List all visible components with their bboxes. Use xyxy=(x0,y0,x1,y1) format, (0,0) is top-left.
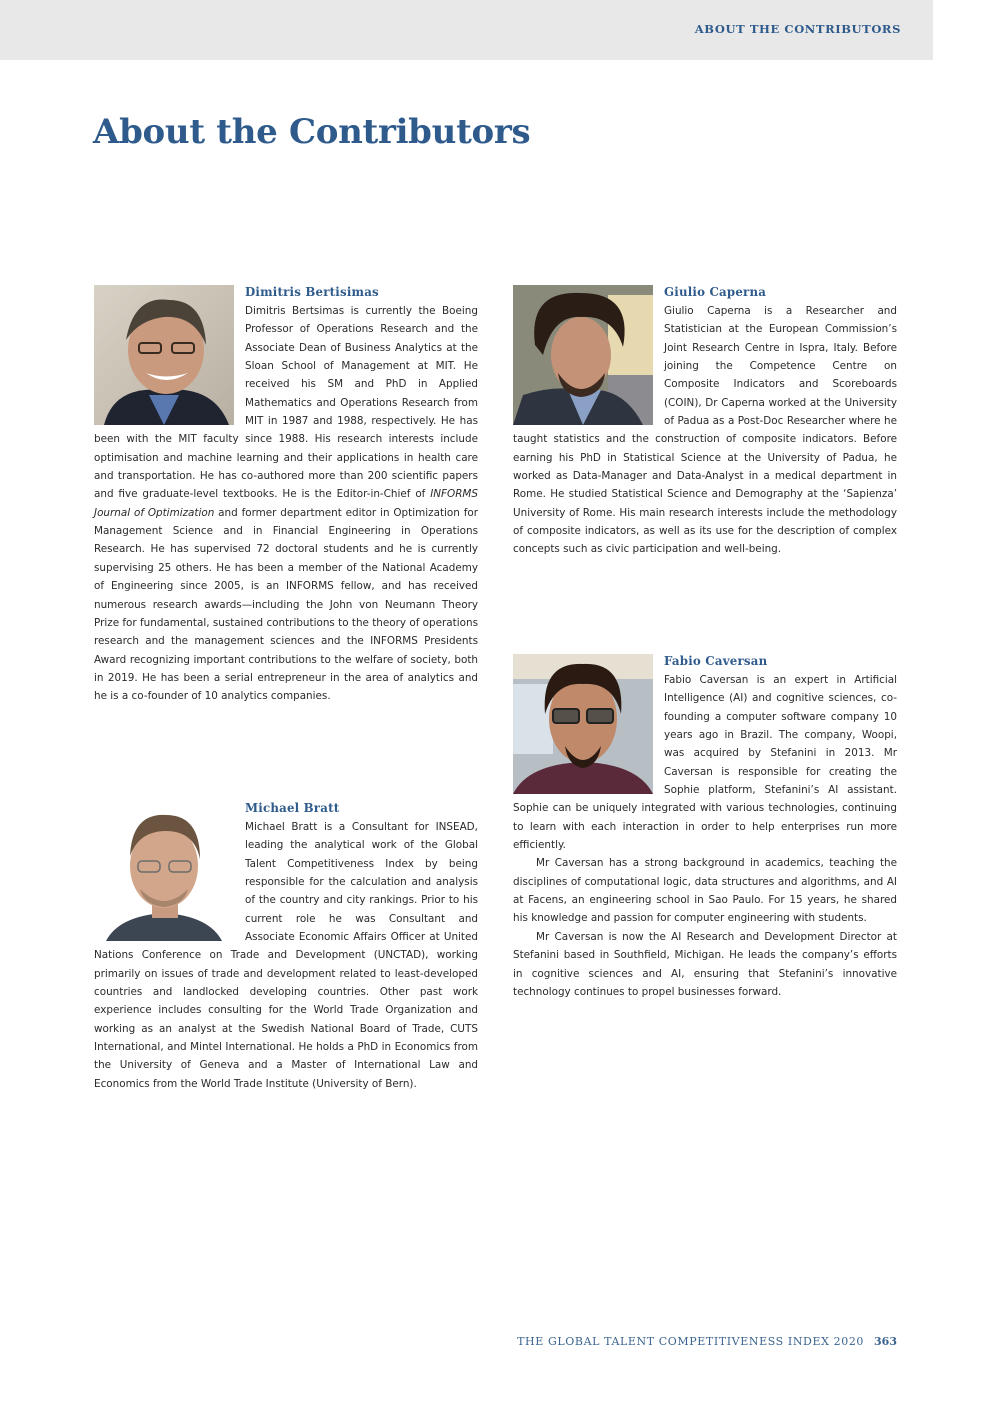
contributor-photo xyxy=(94,285,234,425)
contributor-photo xyxy=(513,285,653,425)
contributor-name: Giulio Caperna xyxy=(664,285,767,299)
contributor-bio xyxy=(94,799,478,1093)
contributor-bio xyxy=(94,283,478,706)
bio-text: Dimitris Bertsimas is currently the Boeing Professor of Operations Research and the Associate Dean of Business Analytics at the Sloan School of Management at MIT. He received his SM and PhD in Applied Mathematics and Operations Research from MIT in 1987 and 1988, respectively. He has been with the MIT faculty since 1988. His research interests include optimisation and machine learning and their applications in health care and transportation. He has co-authored more than 200 scientific papers and five graduate-level textbooks. He is the Editor-in-Chief of xyxy=(94,305,478,501)
bio-paragraph: Mr Caversan is now the AI Research and Development Director at Stefanini based in Southfield, Michigan. He leads the company’s efforts in cognitive sciences and AI, ensuring that Stefanini’s innovative technology continues to propel businesses forward. xyxy=(513,930,897,998)
publication-title: THE GLOBAL TALENT COMPETITIVENESS INDEX 2020 xyxy=(517,1335,865,1348)
contributor-bio xyxy=(513,283,897,559)
running-head: ABOUT THE CONTRIBUTORS xyxy=(694,22,901,36)
page-number: 363 xyxy=(874,1335,897,1348)
page-footer xyxy=(517,1335,897,1348)
bio-text: and former department editor in Optimization for Management Science and in Financial Engineering in Operations Research. He has supervised 72 doctoral students and he is currently supervising 25 others. He has been a member of the National Academy of Engineering since 2005, is an INFORMS fellow, and has received numerous research awards—including the John von Neumann Theory Prize for fundamental, sustained contributions to the theory of operations research and the management sciences and the INFORMS Presidents Award recognizing important contributions to the welfare of society, both in 2019. He has been a serial entrepreneur in the area of analytics and he is a co-founder of 10 analytics companies. xyxy=(94,506,478,703)
contributor-bio xyxy=(513,652,897,1001)
contributor-photo xyxy=(513,654,653,794)
contributor-name: Michael Bratt xyxy=(245,801,340,815)
bio-paragraph: Mr Caversan has a strong background in academics, teaching the disciplines of computational logic, data structures and algorithms, and AI at Facens, an engineering school in Sao Paulo. For 15 years, he shared his knowledge and passion for computer engineering with students. xyxy=(513,857,897,925)
bio-paragraph: Giulio Caperna is a Researcher and Statistician at the European Commission’s Joint Research Centre in Ispra, Italy. Before joining the Competence Centre on Composite Indicators and Scoreboards (COIN), Dr Caperna worked at the University of Padua as a Post-Doc Researcher where he taught statistics and the construction of composite indicators. Before earning his PhD in Statistical Science at the University of Padua, he worked as Data-Manager and Data-Analyst in a medical department in Rome. He studied Statistical Science and Demography at the ‘Sapienza’ University of Rome. His main research interests include the methodology of composite indicators, as well as its use for the description of complex concepts such as civic participation and well-being. xyxy=(513,305,897,556)
page-title: About the Contributors xyxy=(93,112,531,152)
contributor-name: Fabio Caversan xyxy=(664,654,768,668)
contributor-name: Dimitris Bertisimas xyxy=(245,285,379,299)
contributor-photo xyxy=(94,801,234,941)
bio-paragraph: Michael Bratt is a Consultant for INSEAD, leading the analytical work of the Global Talent Competitiveness Index by being responsible for the calculation and analysis of the country and city rankings. Prior to his current role he was Consultant and Associate Economic Affairs Officer at United Nations Conference on Trade and Development (UNCTAD), working primarily on issues of trade and development related to least-developed countries and landlocked developing countries. Other past work experience includes consulting for the World Trade Organization and working as an analyst at the Swedish National Board of Trade, CUTS International, and Mintel International. He holds a PhD in Economics from the University of Geneva and a Master of International Law and Economics from the World Trade Institute (University of Bern). xyxy=(94,821,478,1090)
journal-title: INFORMS Journal of Optimization xyxy=(94,488,478,519)
bio-paragraph: Fabio Caversan is an expert in Artificial Intelligence (AI) and cognitive sciences, co-founding a computer software company 10 years ago in Brazil. The company, Woopi, was acquired by Stefanini in 2013. Mr Caversan is responsible for creating the Sophie platform, Stefanini’s AI assistant. Sophie can be uniquely integrated with various technologies, continuing to learn with each interaction in order to help enterprises run more efficiently. xyxy=(513,674,897,852)
